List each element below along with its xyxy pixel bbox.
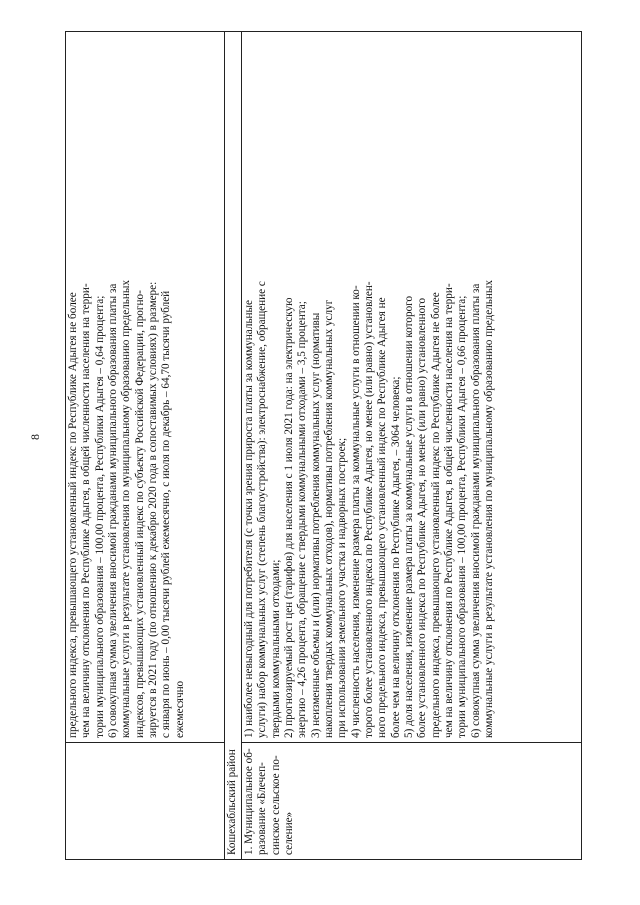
page-number: 8 xyxy=(28,434,42,440)
section-heading: Кошехабльский район xyxy=(225,32,242,860)
text-line: ежемесячно xyxy=(173,680,186,738)
text-line: накопления твердых коммунальных отходов), нормативы потребления коммунальных услуг xyxy=(322,299,335,738)
municipality-name-line: разование «Блечеп- xyxy=(256,762,269,855)
text-line: индексов, превышающих установленный индекс по субъекту Российской Федерации, прогно- xyxy=(133,290,146,738)
text-line: коммунальные услуги в результате установления по муниципальному образованию предельных xyxy=(120,280,133,738)
text-line: энергию – 4,26 процента, обращение с твердыми коммунальными отходами – 3,5 процента; xyxy=(296,301,309,738)
table-row xyxy=(66,32,225,860)
table-row xyxy=(225,32,242,860)
text-line: твердыми коммунальными отходами; xyxy=(269,559,282,738)
text-line: более установленного индекса по Республике Адыгея, но менее (или равно) установленного xyxy=(416,297,429,738)
text-line: услуги) набор коммунальных услуг (степень благоустройства): электроснабжение, обращение с xyxy=(256,281,269,738)
text-line: зируется в 2021 году (по отношению к декабрю 2020 года в сопоставимых условиях) в размере: xyxy=(146,281,159,738)
left-cell-empty xyxy=(66,743,225,860)
text-line: тории муниципального образования – 100,00 процента, Республики Адыгея – 0,64 процента; xyxy=(93,295,106,738)
text-line: предельного индекса, превышающего установленный индекс по Республике Адыгея не более xyxy=(429,292,442,738)
text-line: тории муниципального образования – 100,00 процента, Республики Адыгея – 0,66 процента; xyxy=(456,295,469,738)
text-line: ного предельного индекса, превышающего установленный индекс по Республике Адыгея не xyxy=(376,297,389,738)
conditions-text-cell xyxy=(242,32,582,743)
municipality-name-line: синское сельское по- xyxy=(269,755,282,855)
text-line: торого более установленного индекса по Республике Адыгея, но менее (или равно) установлен- xyxy=(362,281,375,738)
municipality-name-line: селение» xyxy=(282,811,295,855)
text-line: чем на величину отклонения по Республике Адыгея, в общей численности населения на терри- xyxy=(442,283,455,738)
text-line: 1) наиболее невыгодный для потребителя (с точки зрения прироста платы за коммунальные xyxy=(243,299,255,738)
text-line: более чем на величину отклонения по Республике Адыгея, – 3064 человека; xyxy=(389,376,402,738)
text-line: при использовании земельного участка и надворных построек; xyxy=(336,437,349,738)
text-line: предельного индекса, превышающего установленный индекс по Республике Адыгея не более xyxy=(67,292,79,738)
text-line: 3) неизменные объемы и (или) нормативы потребления коммунальных услуг (нормативы xyxy=(309,312,322,738)
continued-text-cell xyxy=(66,32,225,743)
text-line: 6) совокупная сумма увеличения вносимой гражданами муниципального образования платы за xyxy=(106,283,119,738)
text-line: коммунальные услуги в результате установления по муниципальному образованию предельных xyxy=(482,280,495,738)
text-line: 6) совокупная сумма увеличения вносимой гражданами муниципального образования платы за xyxy=(469,283,482,738)
municipality-name-cell xyxy=(242,743,582,860)
text-line: 4) численность населения, изменение размера платы за коммунальные услуги в отношении ко- xyxy=(349,285,362,738)
table-row xyxy=(242,32,582,860)
text-line: 5) доля населения, изменение размера платы за коммунальные услуги в отношении которого xyxy=(402,295,415,738)
text-line: 2) прогнозируемый рост цен (тарифов) для населения с 1 июля 2021 года: на электрическую xyxy=(282,297,295,738)
municipality-name-line: 1. Муниципальное об- xyxy=(243,748,255,855)
text-line: чем на величину отклонения по Республике Адыгея, в общей численности населения на терри- xyxy=(80,283,93,738)
text-line: с января по июнь – 0,00 тысячи рублей ежемесячно, с июля по декабрь – 64,70 тысячи рублей xyxy=(160,290,173,738)
rotated-document-content xyxy=(65,50,582,860)
document-table xyxy=(65,31,582,860)
